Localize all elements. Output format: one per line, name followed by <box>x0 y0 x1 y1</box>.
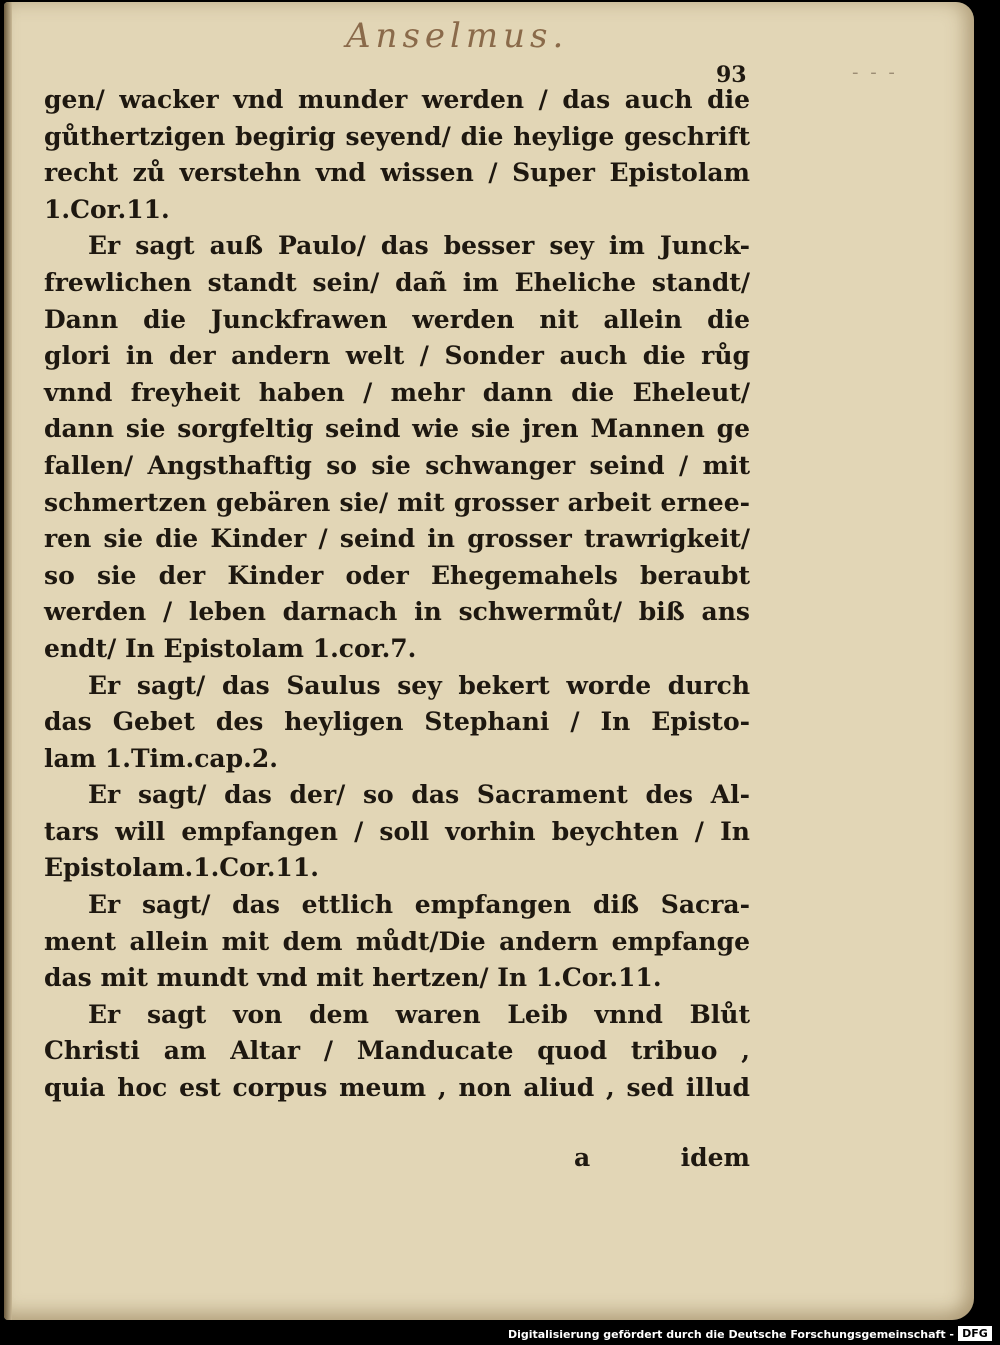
text-line: gůthertzigen begirig seyend/ die heylige geschrift <box>44 121 750 151</box>
text-line: recht zů verstehn vnd wissen / Super Epistolam <box>44 158 750 188</box>
page-gutter-shadow <box>4 2 12 1320</box>
text-line: glori in der andern welt / Sonder auch die růg <box>44 341 750 371</box>
text-line: gen/ wacker vnd munder werden / das auch die <box>44 85 750 114</box>
text-line: das Gebet des heyligen Stephani / In Episto- <box>44 707 750 737</box>
text-line: so sie der Kinder oder Ehegemahels beraubt <box>44 560 750 590</box>
paragraph-first-line: Er sagt auß Paulo/ das besser sey im Junck- <box>88 231 750 261</box>
pencil-mark: - - - <box>852 62 898 83</box>
paragraph-first-line: Er sagt/ das ettlich empfangen diß Sacra- <box>88 890 750 920</box>
paragraph-first-line: Er sagt von dem waren Leib vnnd Blůt <box>88 999 750 1029</box>
page-number: 93 <box>716 62 747 88</box>
text-line: Christi am Altar / Manducate quod tribuo , <box>44 1036 750 1066</box>
text-line: lam 1.Tim.cap.2. <box>44 743 278 773</box>
text-line: fallen/ Angsthaftig so sie schwanger seind / mit <box>44 450 750 480</box>
text-line: schmertzen gebären sie/ mit grosser arbeit ernee- <box>44 487 750 517</box>
text-line: werden / leben darnach in schwermůt/ biß ans <box>44 597 750 627</box>
text-line: vnnd freyheit haben / mehr dann die Eheleut/ <box>44 377 750 407</box>
signature-mark: a <box>574 1143 591 1172</box>
text-line: Dann die Junckfrawen werden nit allein die <box>44 304 750 334</box>
text-line: frewlichen standt sein/ dañ im Eheliche standt/ <box>44 267 750 297</box>
dfg-logo: DFG <box>958 1326 992 1341</box>
paragraph-first-line: Er sagt/ das Saulus sey bekert worde durch <box>88 670 750 700</box>
text-line: dann sie sorgfeltig seind wie sie jren Mannen ge <box>44 414 750 444</box>
text-line: endt/ In Epistolam 1.cor.7. <box>44 633 417 663</box>
book-page <box>4 2 974 1320</box>
text-line: das mit mundt vnd mit hertzen/ In 1.Cor.11. <box>44 963 662 993</box>
digitization-credit: Digitalisierung gefördert durch die Deutsche Forschungsgemeinschaft - <box>507 1328 954 1341</box>
paragraph-first-line: Er sagt/ das der/ so das Sacrament des Al- <box>88 780 750 810</box>
text-line: ment allein mit dem můdt/Die andern empfange <box>44 926 750 956</box>
catchword-line <box>44 1143 750 1179</box>
catchword: idem <box>680 1143 750 1172</box>
text-line: quia hoc est corpus meum , non aliud , sed illud <box>44 1073 750 1103</box>
text-line: ren sie die Kinder / seind in grosser trawrigkeit/ <box>44 524 750 554</box>
text-line: Epistolam.1.Cor.11. <box>44 853 319 883</box>
text-line: tars will empfangen / soll vorhin beychten / In <box>44 816 750 846</box>
text-block <box>44 82 750 1107</box>
text-line: 1.Cor.11. <box>44 194 170 224</box>
handwritten-annotation: Anselmus. <box>346 16 569 56</box>
